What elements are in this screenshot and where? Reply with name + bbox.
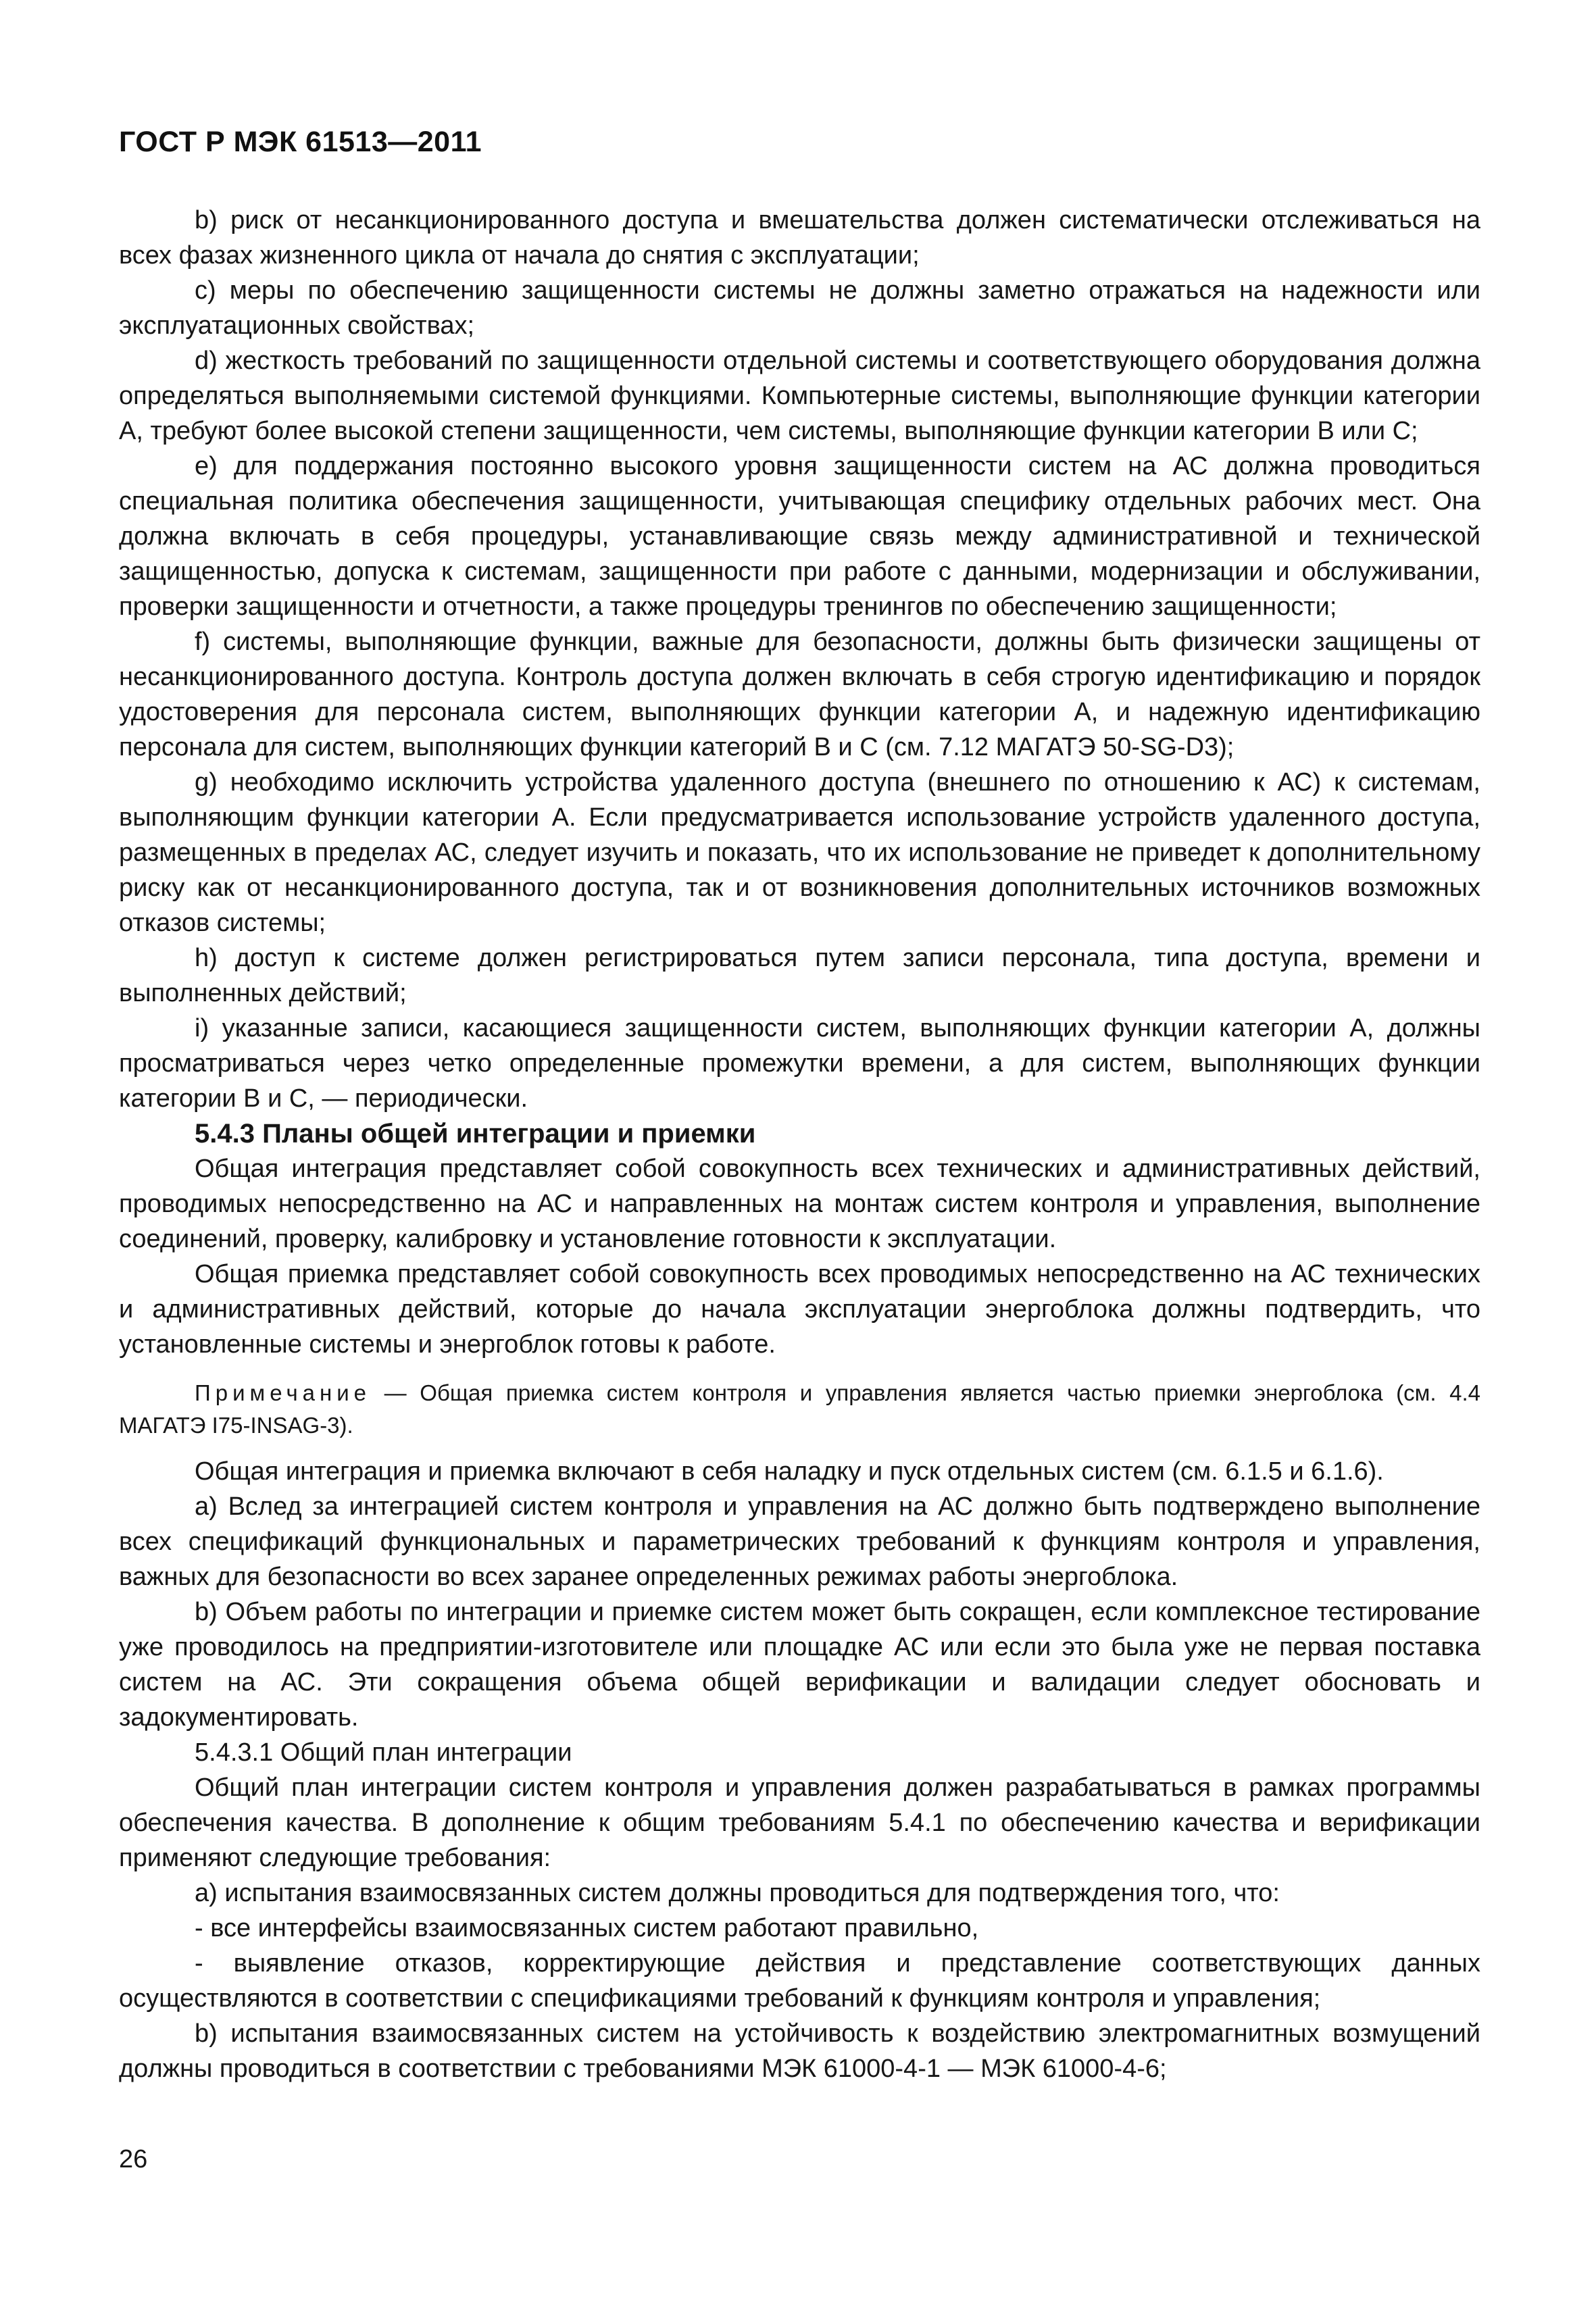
list-item-b: b) риск от несанкционированного доступа и вмешательства должен систематически отслеживаться на всех фазах жизненного цикла от начала до снятия с эксплуатации; xyxy=(119,206,1480,270)
subsection-paragraph: - выявление отказов, корректирующие действия и представление соответствующих данных осуществляются в соответствии с спецификациями требований к функциям контроля и управления; xyxy=(119,1949,1480,2013)
section-paragraph: b) Объем работы по интеграции и приемке систем может быть сокращен, если комплексное тестирование уже проводилось на предприятии-изготовителе или площадке АС или если это была уже не первая поставка систем на АС. Эти сокращения объема общей верификации и валидации следует обосновать и задокументировать. xyxy=(119,1598,1480,1732)
subsection-paragraph: a) испытания взаимосвязанных систем должны проводиться для подтверждения того, что: xyxy=(195,1879,1280,1907)
list-item-d: d) жесткость требований по защищенности отдельной системы и соответствующего оборудования должна определяться выполняемыми системой функциями. Компьютерные системы, выполняющие функции категории А, требуют более высокой степени защищенности, чем системы, выполняющие функции категории В или С; xyxy=(119,347,1480,445)
subsection-paragraph: b) испытания взаимосвязанных систем на устойчивость к воздействию электромагнитных возмущений должны проводиться в соответствии с требованиями МЭК 61000-4-1 — МЭК 61000-4-6; xyxy=(119,2019,1480,2083)
standard-designation: ГОСТ Р МЭК 61513—2011 xyxy=(119,126,482,158)
section-paragraph: a) Вслед за интеграцией систем контроля и управления на АС должно быть подтверждено выполнение всех спецификаций функциональных и параметрических требований к функциям контроля и управления, важных для безопасности во всех заранее определенных режимах работы энергоблока. xyxy=(119,1492,1480,1591)
note-label: Примечание xyxy=(195,1380,372,1405)
section-paragraph: Общая приемка представляет собой совокупность всех проводимых непосредственно на АС технических и административных действий, которые до начала эксплуатации энергоблока должны подтвердить, что установленные системы и энергоблок готовы к работе. xyxy=(119,1260,1480,1359)
document-body xyxy=(119,203,1480,2086)
note-text: — Общая приемка систем контроля и управления является частью приемки энергоблока (см. 4.4 МАГАТЭ I75-INSAG-3). xyxy=(119,1380,1480,1438)
section-paragraph: Общая интеграция представляет собой совокупность всех технических и административных действий, проводимых непосредственно на АС и направленных на монтаж систем контроля и управления, выполнение соединений, проверку, калибровку и установление готовности к эксплуатации. xyxy=(119,1155,1480,1253)
note xyxy=(119,1377,1480,1442)
page-number: 26 xyxy=(119,2145,148,2173)
subsection-paragraph: Общий план интеграции систем контроля и управления должен разрабатываться в рамках программы обеспечения качества. В дополнение к общим требованиям 5.4.1 по обеспечению качества и верификации применяют следующие требования: xyxy=(119,1774,1480,1872)
list-item-f: f) системы, выполняющие функции, важные для безопасности, должны быть физически защищены от несанкционированного доступа. Контроль доступа должен включать в себя строгую идентификацию и порядок удостоверения для персонала систем, выполняющих функции категории А, и надежную идентификацию персонала для систем, выполняющих функции категорий В и С (см. 7.12 МАГАТЭ 50-SG-D3); xyxy=(119,628,1480,761)
list-item-e: e) для поддержания постоянно высокого уровня защищенности систем на АС должна проводиться специальная политика обеспечения защищенности, учитывающая специфику отдельных рабочих мест. Она должна включать в себя процедуры, устанавливающие связь между административной и технической защищенностью, допуска к системам, защищенности при работе с данными, модернизации и обслуживании, проверки защищенности и отчетности, а также процедуры тренингов по обеспечению защищенности; xyxy=(119,452,1480,621)
section-paragraph: Общая интеграция и приемка включают в себя наладку и пуск отдельных систем (см. 6.1.5 и 6.1.6). xyxy=(195,1457,1384,1486)
section-heading: 5.4.3 Планы общей интеграции и приемки xyxy=(195,1119,756,1149)
list-item-i: i) указанные записи, касающиеся защищенности систем, выполняющих функции категории А, должны просматриваться через четко определенные промежутки времени, а для систем, выполняющих функции категории В и С, — периодически. xyxy=(119,1014,1480,1113)
list-item-h: h) доступ к системе должен регистрироваться путем записи персонала, типа доступа, времени и выполненных действий; xyxy=(119,944,1480,1007)
list-item-c: c) меры по обеспечению защищенности системы не должны заметно отражаться на надежности или эксплуатационных свойствах; xyxy=(119,276,1480,340)
subsection-paragraph: - все интерфейсы взаимосвязанных систем работают правильно, xyxy=(195,1914,979,1942)
subsection-heading: 5.4.3.1 Общий план интеграции xyxy=(195,1738,572,1767)
list-item-g: g) необходимо исключить устройства удаленного доступа (внешнего по отношению к АС) к системам, выполняющим функции категории А. Если предусматривается использование устройств удаленного доступа, размещенных в пределах АС, следует изучить и показать, что их использование не приведет к дополнительному риску как от несанкционированного доступа, так и от возникновения дополнительных источников возможных отказов системы; xyxy=(119,768,1480,937)
